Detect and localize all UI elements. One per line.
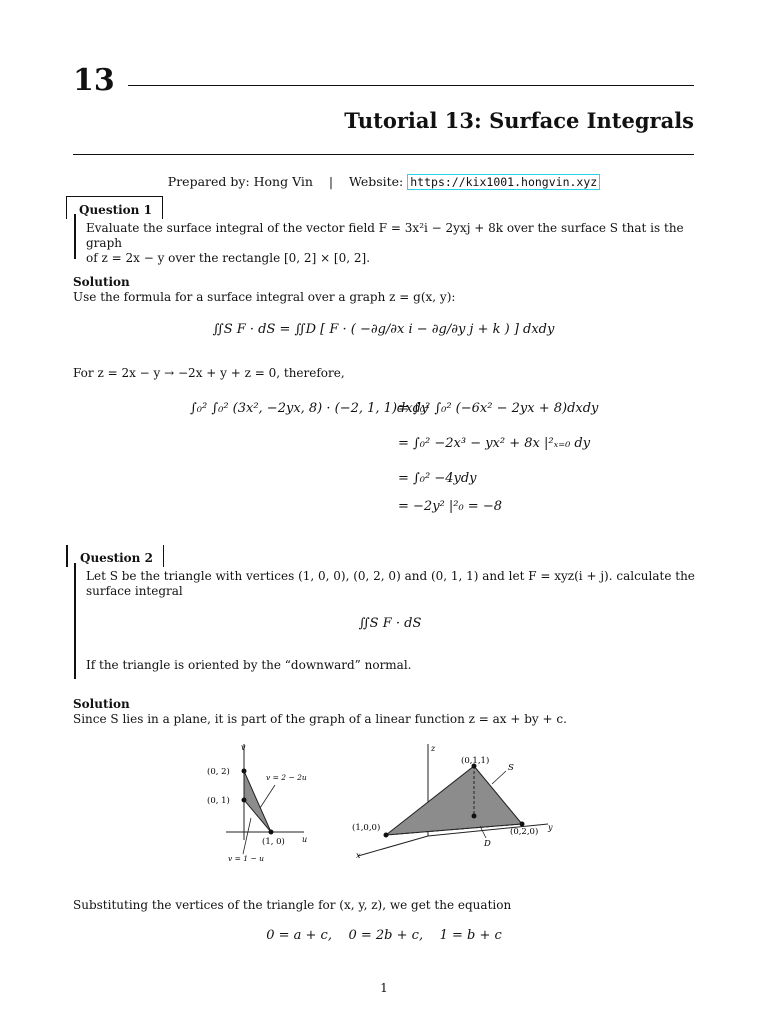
- solution-1-for-line: For z = 2x − y → −2x + y + z = 0, therefore,: [73, 366, 345, 380]
- question-2-line-3: If the triangle is oriented by the “downward” normal.: [86, 658, 412, 672]
- chapter-number: 13: [73, 63, 115, 98]
- solution-2-intro: Since S lies in a plane, it is part of the graph of a linear function z = ax + by + c.: [73, 712, 567, 726]
- point-0-1-label: (0, 1): [207, 796, 230, 806]
- v-axis-label: v: [241, 743, 246, 752]
- point-0-2-0-label: (0,2,0): [510, 827, 539, 837]
- separator: |: [328, 174, 334, 189]
- coefficient-equations: 0 = a + c, 0 = 2b + c, 1 = b + c: [266, 928, 502, 943]
- website-label: Website:: [348, 174, 404, 189]
- point-1-0-label: (1, 0): [262, 837, 285, 847]
- point-1-0-0-label: (1,0,0): [352, 823, 381, 833]
- y-axis-label: y: [548, 823, 553, 832]
- question-1-bar: [74, 214, 76, 259]
- u-axis-label: u: [302, 835, 308, 844]
- prepared-by: Prepared by: Hong Vin: [167, 174, 313, 189]
- question-2-integral: ∬S F · dS: [358, 616, 422, 631]
- point-0-1-1-label: (0,1,1): [461, 756, 490, 766]
- chapter-rule: [128, 85, 694, 86]
- question-2-label: Question 2: [80, 551, 153, 565]
- question-1-label: Question 1: [79, 203, 152, 217]
- question-2-label-box: [66, 545, 164, 567]
- region-d-label: D: [484, 839, 491, 849]
- question-1-text: [86, 221, 696, 266]
- page-number: 1: [380, 981, 388, 995]
- equation-1-rhs: = ∫₀² ∫₀² (−6x² − 2yx + 8)dxdy: [398, 401, 599, 416]
- question-2-text: [86, 569, 696, 599]
- upper-line-label: v = 2 − 2u: [266, 773, 307, 782]
- question-1-label-box: [66, 196, 163, 219]
- z-axis-label: z: [431, 744, 436, 753]
- substitution-text: Substituting the vertices of the triangle for (x, y, z), we get the equation: [73, 898, 512, 912]
- solution-1-intro: Use the formula for a surface integral over a graph z = g(x, y):: [73, 290, 456, 304]
- x-axis-label: x: [356, 851, 361, 860]
- point-0-2-label: (0, 2): [207, 767, 230, 777]
- question-1-line-2: of z = 2x − y over the rectangle [0, 2] × [0, 2].: [86, 251, 371, 265]
- prepared-line: [0, 174, 768, 189]
- lower-line-label: v = 1 − u: [228, 854, 264, 863]
- equation-4: = −2y² |²₀ = −8: [398, 499, 502, 514]
- surface-integral-formula: ∬S F · dS = ∬D [ F · ( −∂g/∂x i − ∂g/∂y j + k ) ] dxdy: [212, 322, 555, 337]
- solution-2-heading: Solution: [73, 697, 130, 711]
- equation-2: = ∫₀² −2x³ − yx² + 8x |²ₓ₌₀ dy: [398, 436, 591, 451]
- equation-3: = ∫₀² −4ydy: [398, 471, 477, 486]
- equation-1-lhs: ∫₀² ∫₀² (3x², −2yx, 8) · (−2, 1, 1)dxdy: [190, 401, 429, 416]
- uv-plane-figure: [200, 738, 330, 866]
- title-rule: [73, 154, 694, 155]
- website-link[interactable]: https://kix1001.hongvin.xyz: [407, 174, 600, 190]
- question-2-bar: [74, 563, 76, 679]
- question-2-line-1: Let S be the triangle with vertices (1, 0, 0), (0, 2, 0) and (0, 1, 1) and let F = xyz(i + j). calculate the: [86, 569, 695, 583]
- solution-1-heading: Solution: [73, 275, 130, 289]
- question-1-line-1: Evaluate the surface integral of the vector field F = 3x²i − 2yxj + 8k over the surface S that is the graph: [86, 221, 684, 250]
- surface-s-label: S: [508, 763, 514, 773]
- question-2-line-2: surface integral: [86, 584, 183, 598]
- xyz-triangle-figure: [352, 738, 567, 866]
- page-title: Tutorial 13: Surface Integrals: [344, 108, 694, 133]
